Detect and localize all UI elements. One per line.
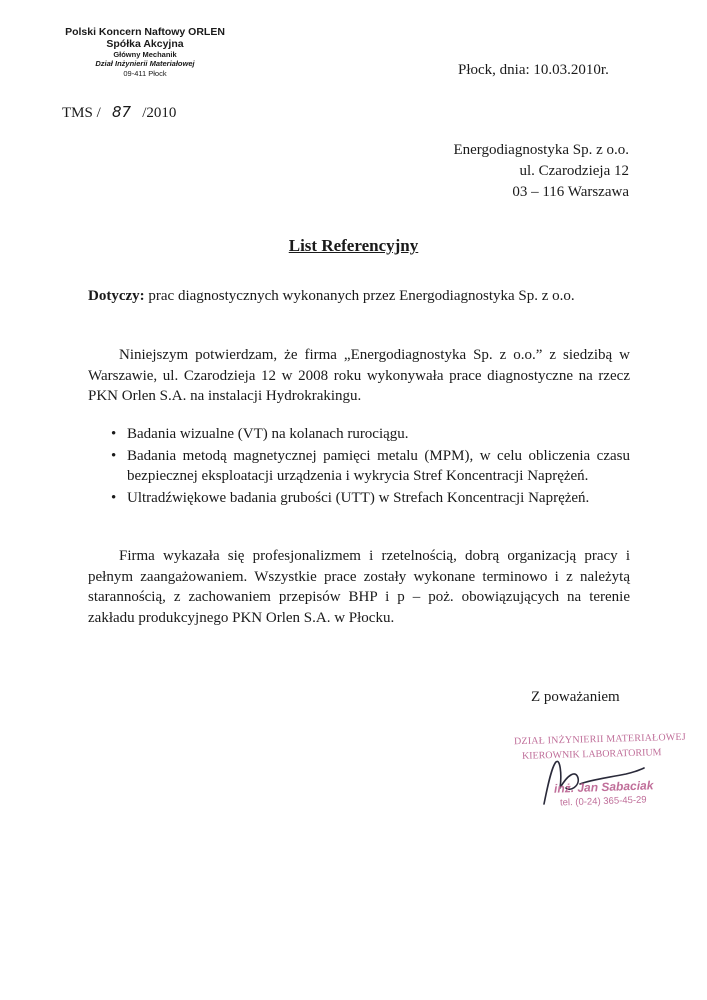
stamp-phone: tel. (0-24) 365-45-29 [559,794,647,809]
letterhead-postal: 09-411 Płock [123,69,167,79]
letterhead-company-form: Spółka Akcyjna [106,38,184,51]
stamp-position: KIEROWNIK LABORATORIUM [521,747,662,762]
letterhead-department: Główny Mechanik [113,50,177,60]
official-stamp [510,724,690,824]
stamp-department: DZIAŁ INŻYNIERII MATERIAŁOWEJ [513,731,686,748]
recipient-street: ul. Czarodzieja 12 [519,163,629,179]
list-item [88,424,630,445]
list-item [88,488,630,509]
list-item [88,446,630,487]
stamp-name: inż. Jan Sabaciak [553,778,654,796]
recipient-name: Energodiagnostyka Sp. z o.o. [453,142,629,158]
subject-label: Dotyczy: [88,288,145,304]
paragraph-assessment [88,546,630,628]
letter-title: List Referencyjny [288,236,419,255]
bullet-icon: • [111,447,117,464]
letterhead-company: Polski Koncern Naftowy ORLEN [65,26,225,38]
recipient-city: 03 – 116 Warszawa [512,184,629,200]
subject-line [88,288,575,305]
bullet-icon: • [111,426,117,442]
list-item-text: Badania wizualne (VT) na kolanach rurociągu. [127,426,409,442]
recipient-address [453,140,629,203]
paragraph-intro-text: Niniejszym potwierdzam, że firma „Energodiagnostyka Sp. z o.o.” z siedzibą w Warszawie, ul. Czarodzieja 12 w 2008 roku wykonywała prace diagnostyczne na rzecz PKN Orlen S.A. na instalacji Hydrokrakingu. [88,347,630,404]
paragraph-assessment-text: Firma wykazała się profesjonalizmem i rzetelnością, dobrą organizacją pracy i pełnym zaangażowaniem. Wszystkie prace zostały wykonane terminowo i z należytą starannością, z zachowaniem przepisów BHP i p – poż. obowiązujących na terenie zakładu produkcyjnego PKN Orlen S.A. w Płocku. [88,548,630,626]
paragraph-intro [88,345,630,407]
place-and-date: Płock, dnia: 10.03.2010r. [458,62,609,78]
reference-suffix: /2010 [142,105,177,121]
bullet-icon: • [111,489,117,506]
company-letterhead [40,26,250,79]
list-item-text: Badania metodą magnetycznej pamięci metalu (MPM), w celu obliczenia czasu bezpiecznej eksploatacji urządzenia i wykrycia Stref Koncentracji Naprężeń. [127,447,630,484]
letterhead-division: Dział Inżynierii Materiałowej [95,58,195,68]
closing-salutation: Z poważaniem [531,689,620,705]
services-list [88,424,630,509]
reference-handwritten-number: 87 [111,103,132,121]
reference-number [62,103,176,122]
list-item-text: Ultradźwiękowe badania grubości (UTT) w Strefach Koncentracji Naprężeń. [127,489,590,506]
subject-text: prac diagnostycznych wykonanych przez Energodiagnostyka Sp. z o.o. [148,288,575,304]
reference-prefix: TMS / [62,105,101,121]
